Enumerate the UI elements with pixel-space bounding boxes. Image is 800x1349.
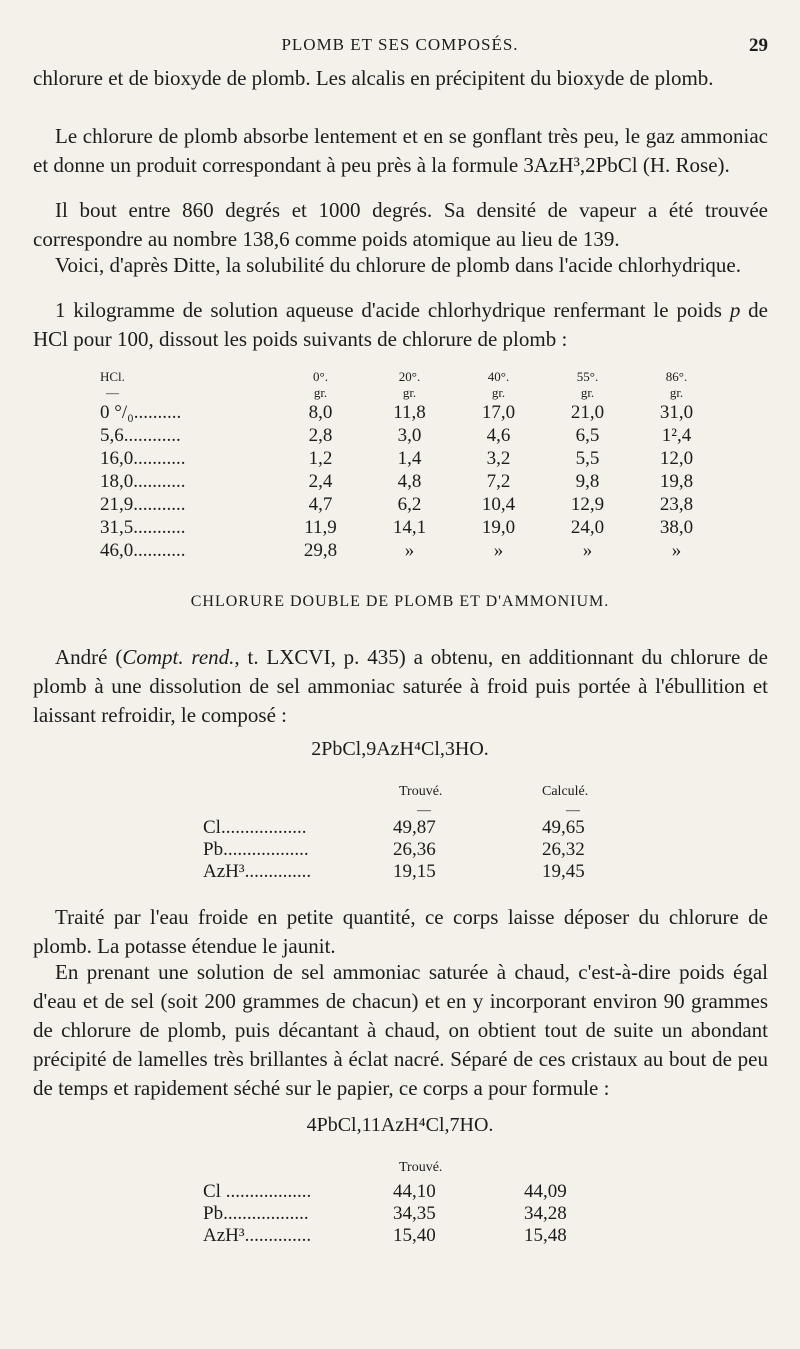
table-row — [100, 516, 721, 539]
paragraph-8: En prenant une solution de sel ammoniac saturée à chaud, c'est-à-dire poids égal d'eau et de sel (soit 200 grammes de chacun) et en y incorporant environ 90 grammes de chlorure de plomb, puis décantant à chaud, on obtient tout de suite un abondant précipité de lamelles très brillantes à éclat nacré. Séparé de ces cristaux au bout de peu de temps et rapidement séché sur le papier, ce corps a pour formule : — [33, 960, 768, 1100]
paragraph-5-start: 1 kilogramme de solution aqueuse d'acide chlorhydrique renfermant le poids — [55, 298, 730, 322]
composition-dash-row — [203, 805, 676, 817]
table-cell: 19,8 — [659, 470, 694, 492]
table-cell: 19,0 — [481, 516, 516, 538]
table-row — [203, 817, 676, 839]
table-cell: 10,4 — [481, 493, 516, 515]
header-hcl: HCl. — [100, 369, 125, 384]
table-cell: 31,0 — [659, 401, 694, 423]
table-cell: 2,8 — [308, 424, 333, 446]
table-cell: 2,4 — [308, 470, 333, 492]
header-found: Trouvé. — [399, 1160, 443, 1175]
paragraph-6-end: , t. LXCVI, p. 435) a obtenu, en additionnant du chlorure de plomb à une dissolution de sel ammoniac saturée à froid puis portée à l'ébullition et laissant refroidir, le composé : — [33, 645, 768, 727]
composition-table-1 — [203, 779, 676, 883]
header-found: Trouvé. — [399, 784, 443, 799]
table-cell: 3,2 — [486, 447, 511, 469]
header-86deg: 86°. — [665, 369, 688, 384]
solubility-header-row — [100, 368, 721, 385]
table-cell: 4,8 — [397, 470, 422, 492]
table-cell: 11,8 — [393, 401, 426, 423]
table-cell: 38,0 — [659, 516, 694, 538]
row-label: 16,0........... — [100, 447, 186, 469]
table-cell: 1,4 — [397, 447, 422, 469]
header-calculated: Calculé. — [542, 784, 589, 799]
table-cell: 9,8 — [575, 470, 600, 492]
second-value: 15,48 — [524, 1225, 567, 1246]
found-value: 49,87 — [393, 817, 436, 838]
dash: — — [566, 803, 580, 818]
table-cell: 4,6 — [486, 424, 511, 446]
second-value: 44,09 — [524, 1181, 567, 1202]
composition-header-row — [203, 779, 676, 805]
unit-cell: — — [106, 385, 119, 400]
table-row — [203, 1225, 634, 1247]
table-cell: » — [671, 539, 682, 561]
paragraph-5-end: de HCl pour 100, dissout les poids suivants de chlorure de plomb : — [33, 298, 768, 351]
element-label: AzH³.............. — [203, 1225, 312, 1246]
table-cell: 7,2 — [486, 470, 511, 492]
table-row — [203, 1203, 634, 1225]
unit-cell: gr. — [491, 385, 506, 400]
citation-journal: Compt. rend. — [122, 645, 235, 669]
found-value: 44,10 — [393, 1181, 436, 1202]
table-cell: » — [582, 539, 593, 561]
unit-cell: gr. — [402, 385, 417, 400]
table-row — [100, 470, 721, 493]
table-cell: 4,7 — [308, 493, 333, 515]
calculated-value: 19,45 — [542, 861, 585, 882]
row-label: 46,0........... — [100, 539, 186, 561]
element-label: Cl .................. — [203, 1181, 312, 1202]
found-value: 26,36 — [393, 839, 436, 860]
section-title: CHLORURE DOUBLE DE PLOMB ET D'AMMONIUM. — [190, 593, 610, 610]
paragraph-1: chlorure et de bioxyde de plomb. Les alcalis en précipitent du bioxyde de plomb. — [33, 66, 714, 90]
row-label: 0 °/₀.......... — [100, 401, 182, 423]
header-20deg: 20°. — [398, 369, 421, 384]
table-cell: 14,1 — [392, 516, 427, 538]
row-label: 18,0........... — [100, 470, 186, 492]
table-cell: 23,8 — [659, 493, 694, 515]
paragraph-2: Le chlorure de plomb absorbe lentement et en se gonflant très peu, le gaz ammoniac et donne un produit correspondant à peu près à la formule 3AzH³,2PbCl (H. Rose). — [33, 124, 768, 177]
table-cell: 29,8 — [303, 539, 338, 561]
paragraph-5 — [33, 296, 768, 354]
solubility-unit-row — [100, 385, 721, 401]
paragraph-6-start: André ( — [55, 645, 123, 669]
formula-2: 4PbCl,11AzH⁴Cl,7HO. — [306, 1114, 494, 1136]
element-label: Pb.................. — [203, 839, 309, 860]
row-label: 5,6............ — [100, 424, 181, 446]
table-cell: 12,9 — [570, 493, 605, 515]
table-cell: 17,0 — [481, 401, 516, 423]
table-cell: 5,5 — [575, 447, 600, 469]
found-value: 34,35 — [393, 1203, 436, 1224]
solubility-table — [100, 368, 721, 562]
unit-cell: gr. — [580, 385, 595, 400]
table-cell: » — [493, 539, 504, 561]
header-55deg: 55°. — [576, 369, 599, 384]
header-empty — [524, 1155, 634, 1181]
table-row — [203, 1181, 634, 1203]
variable-p: p — [729, 298, 741, 322]
calculated-value: 26,32 — [542, 839, 585, 860]
element-label: Pb.................. — [203, 1203, 309, 1224]
composition-table-2 — [203, 1155, 634, 1247]
dash: — — [417, 803, 431, 818]
table-cell: 3,0 — [397, 424, 422, 446]
table-cell: 21,0 — [570, 401, 605, 423]
paragraph-7: Traité par l'eau froide en petite quantité, ce corps laisse déposer du chlorure de plomb. La potasse étendue le jaunit. — [33, 905, 768, 958]
table-cell: 12,0 — [659, 447, 694, 469]
row-label: 31,5........... — [100, 516, 186, 538]
paragraph-3: Il bout entre 860 degrés et 1000 degrés. Sa densité de vapeur a été trouvée correspondre au nombre 138,6 comme poids atomique au lieu de 139. — [33, 198, 768, 251]
table-cell: 11,9 — [304, 516, 337, 538]
unit-cell: gr. — [669, 385, 684, 400]
page-number: 29 — [749, 35, 768, 56]
found-value: 19,15 — [393, 861, 436, 882]
table-cell: 6,5 — [575, 424, 600, 446]
found-value: 15,40 — [393, 1225, 436, 1246]
formula-1: 2PbCl,9AzH⁴Cl,3HO. — [311, 738, 489, 760]
table-row — [100, 539, 721, 562]
table-row — [100, 424, 721, 447]
table-row — [100, 447, 721, 470]
table-cell: 1²,4 — [661, 424, 692, 446]
unit-cell: gr. — [313, 385, 328, 400]
calculated-value: 49,65 — [542, 817, 585, 838]
running-title: PLOMB ET SES COMPOSÉS. — [281, 35, 519, 54]
second-value: 34,28 — [524, 1203, 567, 1224]
row-label: 21,9........... — [100, 493, 186, 515]
table-cell: 8,0 — [308, 401, 333, 423]
table-row — [203, 861, 676, 883]
table-cell: » — [404, 539, 415, 561]
table-row — [203, 839, 676, 861]
table-row — [100, 401, 721, 424]
table-row — [100, 493, 721, 516]
header-40deg: 40°. — [487, 369, 510, 384]
table-cell: 24,0 — [570, 516, 605, 538]
table-cell: 6,2 — [397, 493, 422, 515]
table-cell: 1,2 — [308, 447, 333, 469]
paragraph-4: Voici, d'après Ditte, la solubilité du chlorure de plomb dans l'acide chlorhydrique. — [55, 253, 742, 277]
element-label: AzH³.............. — [203, 861, 312, 882]
page-header — [0, 33, 800, 57]
element-label: Cl.................. — [203, 817, 307, 838]
header-0deg: 0°. — [313, 369, 328, 384]
composition-header-row — [203, 1155, 634, 1181]
paragraph-6 — [33, 643, 768, 730]
